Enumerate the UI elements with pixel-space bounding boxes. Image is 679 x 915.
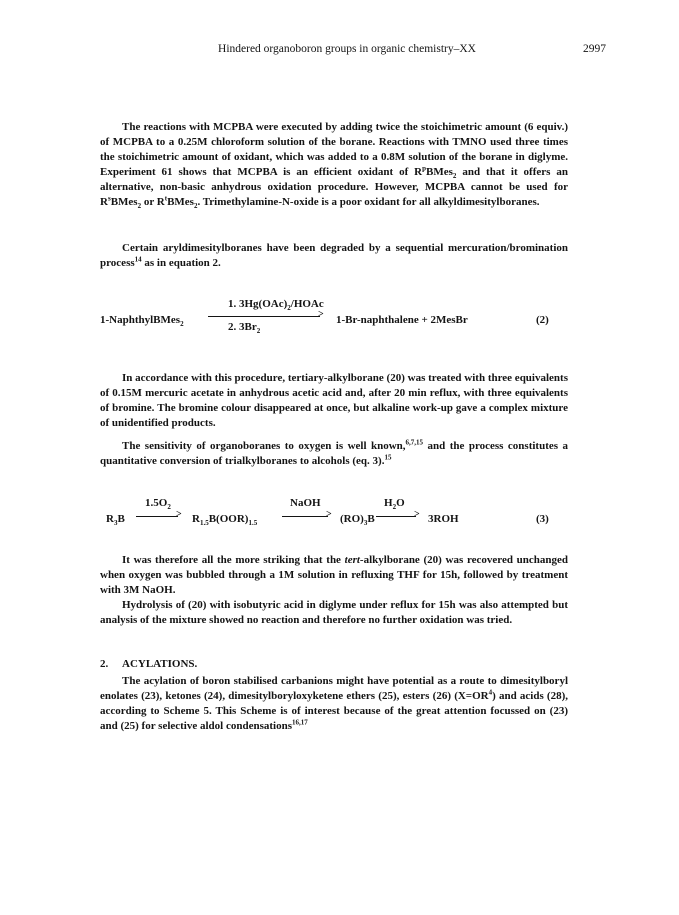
section-number: 2. (100, 658, 109, 670)
eq3-product: 3ROH (428, 513, 459, 525)
paragraph-hydrolysis (100, 598, 568, 628)
eq2-arrowhead: > (318, 309, 324, 320)
eq3-arrow-2 (282, 516, 328, 517)
eq2-label: (2) (536, 314, 549, 326)
paragraph-text: The acylation of boron stabilised carbanions might have potential as a route to dimesitylboryl enolates (23), ketones (24), dimesitylboryloxyketene ethers (25), esters (26) $(X=OR^4)$ and acids (28), according to Scheme 5. This Scheme is of interest because of the great attention focussed on (23) and (25) for selective aldol condensations$^{16,17}$ (100, 675, 569, 732)
eq2-step1: 1. $3Hg(OAc)_2$/HOAc (228, 298, 324, 313)
eq3-reagent-water: $H_2O$ (384, 497, 405, 512)
paragraph-text: Certain aryldimesitylboranes have been degraded by a sequential mercuration/bromination process$^{14}$ as in equation 2. (100, 242, 568, 269)
eq3-reagent-o2: $1.5O_2$ (145, 497, 171, 512)
paragraph-text: The reactions with MCPBA were executed by adding twice the stoichimetric amount (6 equiv.) of MCPBA to a 0.25M chloroform solution of the borane. Reactions with TMNO used three times the stoichimetric amount of oxidant, which was added to a 0.8M solution of the borane in diglyme. Experiment 61 shows that MCPBA is an efficient oxidant of $R^pBMes_2$ and that it offers an alternative, non-basic anhydrous oxidation procedure. However, MCPBA cannot be used for $R^sBMes_2$ or $R^tBMes_2$. Trimethylamine-N-oxide is a poor oxidant for all alkyldimesitylboranes. (100, 121, 568, 211)
eq3-intermediate-1: $R_{1.5}B(OOR)_{1.5}$ (192, 513, 258, 528)
section-title: ACYLATIONS. (122, 658, 198, 670)
paragraph-text: Hydrolysis of (20) with isobutyric acid in diglyme under reflux for 15h was also attempted but analysis of the mixture showed no reaction and therefore no further oxidation was tried. (100, 599, 568, 626)
eq2-step2: 2. $3Br_2$ (228, 321, 261, 336)
running-title: Hindered organoboron groups in organic chemistry–XX (218, 43, 476, 55)
eq3-reagent-naoh: NaOH (290, 497, 321, 509)
paragraph-text: It was therefore all the more striking that the tert-alkylborane (20) was recovered unchanged when oxygen was bubbled through a 1M solution in refluxing THF for 15h, followed by treatment with 3M NaOH. (100, 554, 568, 596)
eq3-arrowhead-2: > (326, 509, 332, 520)
page-number: 2997 (583, 43, 606, 55)
eq3-arrow-1 (136, 516, 178, 517)
paragraph-text: In accordance with this procedure, tertiary-alkylborane (20) was treated with three equivalents of 0.15M mercuric acetate in anhydrous acetic acid and, after 20 min reflux, with three equivalents of bromine. The bromine colour disappeared at once, but alkaline work-up gave a complex mixture of unidentified products. (100, 372, 568, 429)
eq2-product: 1-Br-naphthalene + 2MesBr (336, 314, 468, 326)
paragraph-acylation (100, 674, 568, 734)
eq3-label: (3) (536, 513, 549, 525)
eq3-r3b: $R_3B$ (106, 513, 125, 528)
paragraph-text: The sensitivity of organoboranes to oxygen is well known,$^{6,7,15}$ and the process constitutes a quantitative conversion of trialkylboranes to alcohols (eq. 3).$^{15}$ (100, 438, 568, 467)
eq3-arrowhead-1: > (176, 509, 182, 520)
eq2-reactant: 1-NaphthylBMes$_2$ (100, 314, 184, 329)
eq3-arrowhead-3: > (414, 509, 420, 520)
eq3-intermediate-2: $(RO)_3B$ (340, 513, 375, 528)
paragraph-tert-alkylborane (100, 553, 568, 598)
eq3-arrow-3 (376, 516, 416, 517)
